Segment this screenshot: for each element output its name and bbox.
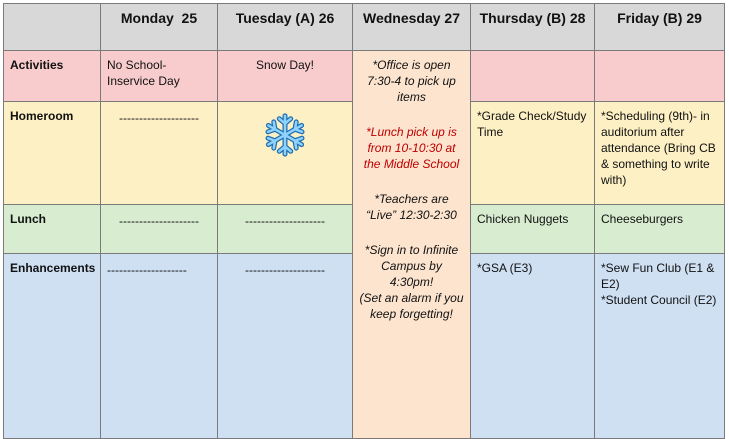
enhancements-monday-dashes: --------------------: [107, 263, 187, 277]
lunch-tuesday-dashes: --------------------: [245, 214, 325, 228]
homeroom-thursday: *Grade Check/Study Time: [471, 102, 595, 205]
header-monday: Monday 25: [101, 4, 218, 51]
lunch-tuesday: [218, 205, 353, 254]
homeroom-tuesday: [218, 102, 353, 205]
homeroom-friday: *Scheduling (9th)- in auditorium after attendance (Bring CB & something to write with): [595, 102, 725, 205]
header-wednesday: Wednesday 27: [353, 4, 471, 51]
header-tuesday: Tuesday (A) 26: [218, 4, 353, 51]
wednesday-alarm-note: (Set an alarm if you keep forgetting!: [359, 291, 464, 321]
activities-monday: No School- Inservice Day: [101, 51, 218, 102]
lunch-friday: Cheeseburgers: [595, 205, 725, 254]
activities-row: [4, 51, 725, 102]
corner-cell: [4, 4, 101, 51]
snowflake-icon: [262, 112, 308, 158]
homeroom-monday-dashes: --------------------: [119, 111, 199, 125]
enhancements-friday: [595, 254, 725, 439]
header-friday: Friday (B) 29: [595, 4, 725, 51]
weekly-schedule-table: [3, 3, 725, 439]
header-thursday: Thursday (B) 28: [471, 4, 595, 51]
wednesday-lunch-pickup-note: *Lunch pick up is from 10-10:30 at the Middle School: [363, 125, 460, 171]
lunch-monday-dashes: --------------------: [119, 214, 199, 228]
enhancements-thursday: *GSA (E3): [471, 254, 595, 439]
wednesday-teachers-live-note: *Teachers are “Live” 12:30-2:30: [366, 192, 457, 222]
row-label-homeroom: Homeroom: [4, 102, 101, 205]
lunch-monday: [101, 205, 218, 254]
activities-thursday: [471, 51, 595, 102]
wednesday-notes: [353, 51, 471, 439]
row-label-lunch: Lunch: [4, 205, 101, 254]
homeroom-monday: [101, 102, 218, 205]
enhancements-monday: [101, 254, 218, 439]
row-label-enhancements: Enhancements: [4, 254, 101, 439]
wednesday-sign-in-note: *Sign in to Infinite Campus by 4:30pm!: [364, 243, 459, 289]
lunch-thursday: Chicken Nuggets: [471, 205, 595, 254]
row-label-activities: Activities: [4, 51, 101, 102]
enhancements-tuesday: [218, 254, 353, 439]
enhancements-friday-sew-club: *Sew Fun Club (E1 & E2): [601, 261, 715, 291]
wednesday-office-note: *Office is open 7:30-4 to pick up items: [367, 58, 456, 104]
header-row: [4, 4, 725, 51]
activities-tuesday: Snow Day!: [218, 51, 353, 102]
enhancements-friday-student-council: *Student Council (E2): [601, 293, 717, 307]
enhancements-tuesday-dashes: --------------------: [245, 263, 325, 277]
activities-friday: [595, 51, 725, 102]
